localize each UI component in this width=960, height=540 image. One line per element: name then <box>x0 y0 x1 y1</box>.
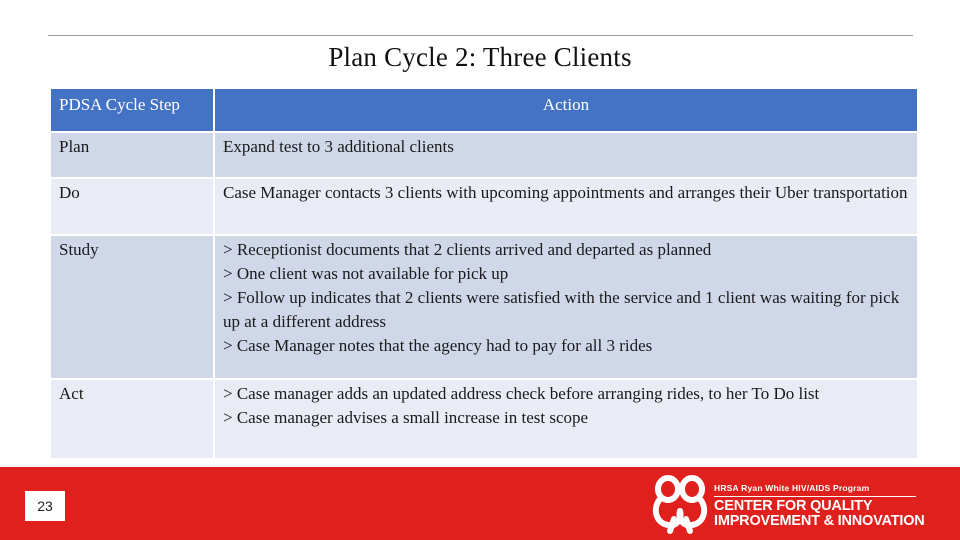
logo-program-name: HRSA Ryan White HIV/AIDS Program <box>714 483 870 493</box>
logo-line-1: CENTER FOR QUALITY <box>714 498 873 514</box>
row-action <box>215 236 917 378</box>
table-row-plan <box>51 133 917 177</box>
action-line: > One client was not available for pick up <box>223 264 509 283</box>
row-step: Do <box>51 179 213 234</box>
header-pdsa-step: PDSA Cycle Step <box>51 89 213 131</box>
pdsa-table <box>49 87 919 460</box>
header-action: Action <box>215 89 917 131</box>
row-step: Act <box>51 380 213 458</box>
logo-line-2: IMPROVEMENT & INNOVATION <box>714 513 925 529</box>
footer-bar <box>0 467 960 540</box>
action-line: > Case Manager notes that the agency had to pay for all 3 rides <box>223 336 653 355</box>
table-row-do <box>51 179 917 234</box>
cqii-logo <box>648 473 925 535</box>
action-line: Case Manager contacts 3 clients with upcoming appointments and arranges their Uber transportation <box>223 183 908 202</box>
action-line: > Case manager advises a small increase in test scope <box>223 408 589 427</box>
row-action <box>215 179 917 234</box>
logo-divider <box>714 496 916 497</box>
slide-title: Plan Cycle 2: Three Clients <box>328 42 632 72</box>
action-line: > Receptionist documents that 2 clients arrived and departed as planned <box>223 240 712 259</box>
action-line: > Case manager adds an updated address check before arranging rides, to her To Do list <box>223 384 820 403</box>
row-step: Study <box>51 236 213 378</box>
action-line: > Follow up indicates that 2 clients were satisfied with the service and 1 client was waiting for pick up at a different address <box>223 288 900 331</box>
top-divider <box>48 35 913 36</box>
action-line: Expand test to 3 additional clients <box>223 137 454 156</box>
slide-number: 23 <box>25 491 65 521</box>
table-row-study <box>51 236 917 378</box>
logo-text <box>714 483 925 529</box>
row-step: Plan <box>51 133 213 177</box>
ribbon-88-icon <box>648 473 712 535</box>
table-header-row <box>51 89 917 131</box>
row-action <box>215 133 917 177</box>
row-action <box>215 380 917 458</box>
table-row-act <box>51 380 917 458</box>
